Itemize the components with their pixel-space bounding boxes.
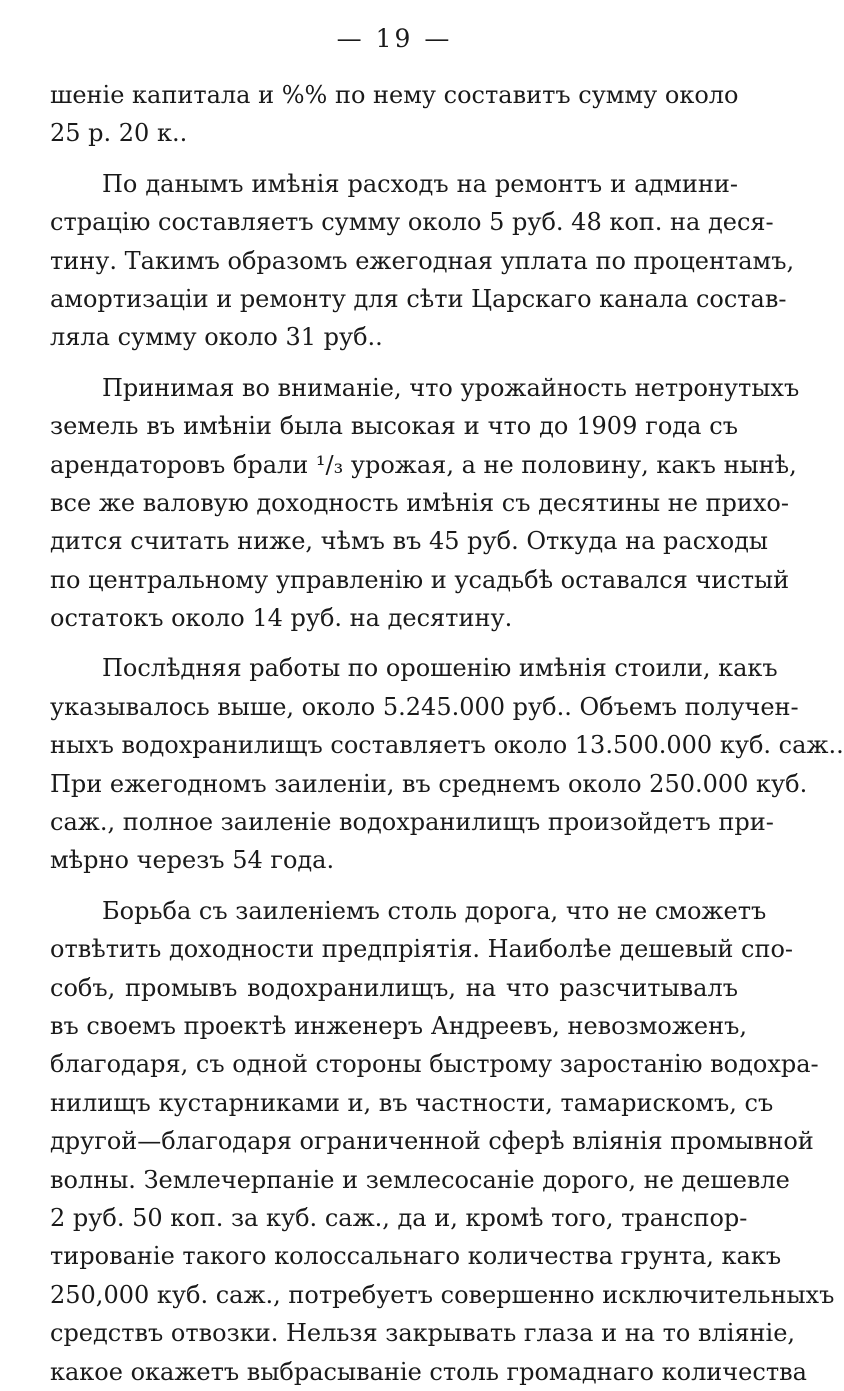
- paragraph: [50, 892, 835, 1391]
- text-line: тированіе такого колоссальнаго количества грунта, какъ: [50, 1242, 782, 1271]
- text-line: собъ, промывъ водохранилищъ, на что разсчитывалъ: [50, 973, 738, 1002]
- text-line: средствъ отвозки. Нельзя закрывать глаза и на то вліяніе,: [50, 1319, 796, 1348]
- text-line: дится считать ниже, чѣмъ въ 45 руб. Откуда на расходы: [50, 527, 769, 556]
- paragraph: [50, 165, 795, 357]
- text-line: другой—благодаря ограниченной сферѣ вліянія промывной: [50, 1127, 814, 1156]
- text-line: 250,000 куб. саж., потребуетъ совершенно исключительныхъ: [50, 1280, 835, 1309]
- text-line: шеніе капитала и %% по нему составитъ сумму около: [50, 81, 739, 109]
- text-line: нилищъ кустарниками и, въ частности, тамарискомъ, съ: [50, 1088, 774, 1117]
- text-line: какое окажетъ выбрасываніе столь громаднаго количества: [50, 1357, 807, 1386]
- text-line: все же валовую доходность имѣнія съ десятины не прихо-: [50, 488, 789, 517]
- text-line: 25 р. 20 к..: [50, 119, 188, 148]
- text-line: отвѣтить доходности предпріятія. Наиболѣе дешевый спо-: [50, 935, 794, 964]
- paragraph: [50, 649, 844, 879]
- text-line: ныхъ водохранилищъ составляетъ около 13.500.000 куб. саж..: [50, 731, 844, 760]
- text-line: земель въ имѣніи была высокая и что до 1909 года съ: [50, 412, 738, 441]
- text-line: страцію составляетъ сумму около 5 руб. 48 коп. на деся-: [50, 208, 774, 237]
- paragraph: [50, 76, 738, 153]
- text-line: 2 руб. 50 коп. за куб. саж., да и, кромѣ того, транспор-: [50, 1203, 748, 1232]
- text-line: арендаторовъ брали ¹/₃ урожая, а не половину, какъ нынѣ,: [50, 450, 797, 479]
- text-line: ляла сумму около 31 руб..: [50, 323, 383, 352]
- text-line: тину. Такимъ образомъ ежегодная уплата по процентамъ,: [50, 246, 795, 275]
- page-body: [50, 76, 844, 1391]
- text-line: по центральному управленію и усадьбѣ оставался чистый: [50, 565, 790, 594]
- text-line: Борьба съ заиленіемъ столь дорога, что не сможетъ: [102, 896, 767, 925]
- text-line: Послѣдняя работы по орошенію имѣнія стоили, какъ: [102, 654, 778, 683]
- text-line: амортизаціи и ремонту для сѣти Царскаго канала состав-: [50, 284, 787, 313]
- paragraph: [50, 369, 800, 638]
- text-line: мѣрно черезъ 54 года.: [50, 846, 335, 875]
- text-line: благодаря, съ одной стороны быстрому заростанію водохра-: [50, 1050, 819, 1079]
- page-number: — 19 —: [336, 24, 453, 53]
- text-line: указывалось выше, около 5.245.000 руб.. Объемъ получен-: [50, 692, 799, 721]
- text-line: саж., полное заиленіе водохранилищъ произойдетъ при-: [50, 808, 774, 837]
- text-line: въ своемъ проектѣ инженеръ Андреевъ, невозможенъ,: [50, 1011, 748, 1040]
- text-line: По данымъ имѣнія расходъ на ремонтъ и админи-: [102, 169, 738, 198]
- text-line: волны. Землечерпаніе и землесосаніе дорого, не дешевле: [50, 1165, 790, 1194]
- text-line: При ежегодномъ заиленіи, въ среднемъ около 250.000 куб.: [50, 769, 808, 798]
- text-line: Принимая во вниманіе, что урожайность нетронутыхъ: [102, 373, 800, 402]
- text-line: остатокъ около 14 руб. на десятину.: [50, 604, 513, 633]
